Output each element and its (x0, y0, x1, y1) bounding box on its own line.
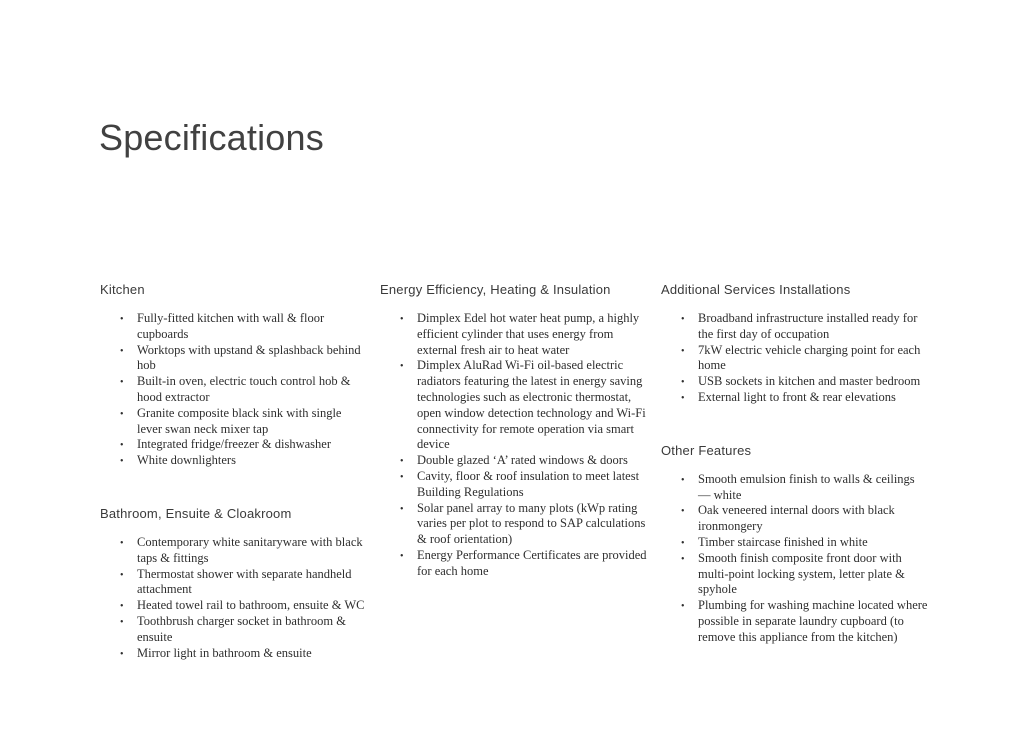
list-item: • Heated towel rail to bathroom, ensuite & WC (137, 598, 367, 614)
list-item: • External light to front & rear elevations (698, 390, 928, 406)
list-item: • Granite composite black sink with single lever swan neck mixer tap (137, 406, 367, 438)
list-item: • Smooth finish composite front door with multi-point locking system, letter plate & spyhole (698, 551, 928, 598)
section-energy (380, 282, 650, 580)
column-kitchen-bathroom (100, 282, 367, 661)
list-item: • Plumbing for washing machine located where possible in separate laundry cupboard (to remove this appliance from the kitchen) (698, 598, 928, 645)
list-item: • Smooth emulsion finish to walls & ceilings — white (698, 472, 928, 504)
list-item: • Double glazed ‘A’ rated windows & doors (417, 453, 647, 469)
section-heading-additional-services: Additional Services Installations (661, 282, 851, 297)
page-title: Specifications (99, 117, 324, 159)
list-item: • Energy Performance Certificates are provided for each home (417, 548, 647, 580)
section-heading-other-features: Other Features (661, 442, 752, 458)
energy-list (380, 311, 650, 580)
list-item: • Dimplex Edel hot water heat pump, a highly efficient cylinder that uses energy from external fresh air to heat water (417, 311, 647, 358)
list-item: • Solar panel array to many plots (kWp rating varies per plot to respond to SAP calculations & roof orientation) (417, 501, 647, 548)
list-item: • Cavity, floor & roof insulation to meet latest Building Regulations (417, 469, 647, 501)
other-features-list (661, 471, 931, 646)
section-kitchen (100, 282, 367, 469)
list-item: • Worktops with upstand & splashback behind hob (137, 343, 367, 375)
list-item: • Contemporary white sanitaryware with black taps & fittings (137, 535, 367, 567)
list-item: • White downlighters (137, 453, 367, 469)
list-item: • Timber staircase finished in white (698, 535, 928, 551)
section-heading-kitchen: Kitchen (100, 282, 145, 297)
section-bathroom (100, 506, 367, 661)
list-item: • Oak veneered internal doors with black ironmongery (698, 503, 928, 535)
list-item: • 7kW electric vehicle charging point for each home (698, 343, 928, 375)
section-other-features (661, 442, 931, 646)
bathroom-list (100, 535, 367, 661)
list-item: • Thermostat shower with separate handheld attachment (137, 567, 367, 599)
list-item: • Mirror light in bathroom & ensuite (137, 646, 367, 662)
list-item: • Fully-fitted kitchen with wall & floor cupboards (137, 311, 367, 343)
list-item: • Toothbrush charger socket in bathroom & ensuite (137, 614, 367, 646)
list-item: • Integrated fridge/freezer & dishwasher (137, 437, 367, 453)
additional-services-list (661, 311, 928, 406)
list-item: • Broadband infrastructure installed ready for the first day of occupation (698, 311, 928, 343)
kitchen-list (100, 311, 367, 469)
list-item: • Built-in oven, electric touch control hob & hood extractor (137, 374, 367, 406)
section-heading-bathroom: Bathroom, Ensuite & Cloakroom (100, 505, 292, 521)
list-item: • USB sockets in kitchen and master bedroom (698, 374, 928, 390)
list-item: • Dimplex AluRad Wi-Fi oil-based electric radiators featuring the latest in energy saving technologies such as electronic thermostat, open window detection technology and Wi-Fi connectivity for remote operation via smart device (417, 358, 647, 453)
section-additional-services (661, 282, 928, 406)
column-services-other (661, 282, 931, 646)
column-energy (380, 282, 650, 580)
section-heading-energy: Energy Efficiency, Heating & Insulation (380, 282, 611, 297)
